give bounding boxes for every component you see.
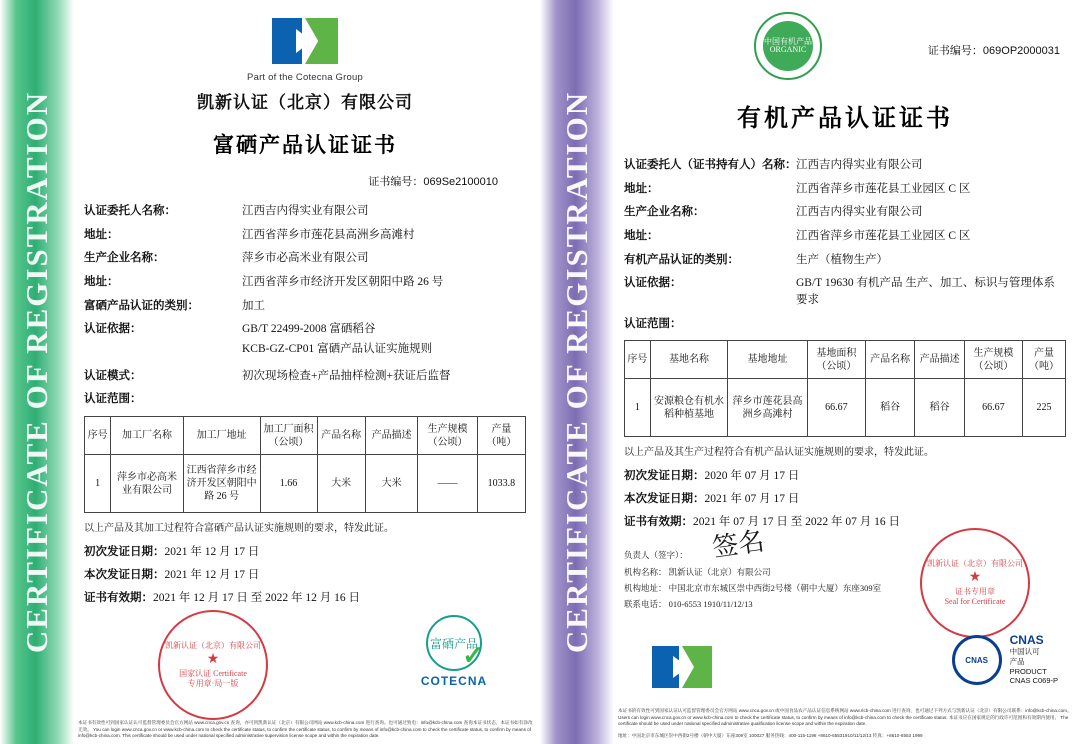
field-row bbox=[84, 227, 526, 244]
table-header-cell: 基地面积（公顷） bbox=[807, 341, 865, 379]
date-row bbox=[624, 467, 1066, 483]
scope-label: 认证范围： bbox=[624, 317, 682, 330]
table-cell: 江西省萍乡市经济开发区朝阳中路 26 号 bbox=[183, 455, 260, 513]
date-row bbox=[624, 490, 1066, 506]
table-cell: 1033.8 bbox=[477, 455, 525, 513]
organic-logo-inner-text: 中国有机产品 ORGANIC bbox=[763, 21, 813, 71]
cotecna-wordmark: COTECNA bbox=[420, 674, 488, 688]
table-header-cell: 生产规模（公顷） bbox=[964, 341, 1022, 379]
right-side-band bbox=[540, 0, 614, 744]
mode-label: 认证模式： bbox=[84, 369, 142, 382]
right-certificate-number-value: 069OP2000031 bbox=[982, 45, 1060, 57]
cnas-title: CNAS bbox=[1009, 633, 1044, 648]
field-label: 有机产品认证的类别： bbox=[624, 253, 739, 266]
left-red-stamp-text: 凯新认证（北京）有限公司 ★ 国家认证 Certificate 专用章·局一版 bbox=[165, 641, 261, 688]
left-footer-fine-print: 本证书有效性可到国家认证认可监督管理委员会官方网站 www.cnca.gov.cn 查询，亦可到凯新认证（北京）有限公司网站 www.kcb-china.com 进行查询。也可通过致电：info@kcb-china.com 查询本证书状态，本证书如有涂改无效。 You can login www.cnca.gov.cn or www.kcb-china.com to check the certificate status, to confirm the certificate status, to confirm by means of info@kcb-china.com to check the certificate status, to confirm by means of info@kcb-china.com. This certificate should be used under national specified administrative supervision license scope and within the expiration date. bbox=[78, 720, 533, 739]
table-header-cell: 加工厂地址 bbox=[183, 417, 260, 455]
table-cell: 1 bbox=[625, 379, 651, 437]
table-header-cell: 序号 bbox=[85, 417, 111, 455]
cnas-sub-line: 中国认可 bbox=[1009, 647, 1040, 656]
table-header-cell: 产量（吨） bbox=[477, 417, 525, 455]
table-cell: 萍乡市莲花县高洲乡高滩村 bbox=[728, 379, 808, 437]
stamp-line-1: 凯新认证（北京）有限公司 bbox=[165, 641, 261, 651]
table-cell: 1.66 bbox=[260, 455, 317, 513]
date-label: 初次发证日期： bbox=[84, 546, 165, 559]
right-certificate-number-label: 证书编号： bbox=[927, 45, 983, 57]
table-header-cell: 产量（吨） bbox=[1022, 341, 1065, 379]
field-value: 江西吉内得实业有限公司 bbox=[796, 206, 923, 219]
field-label: 生产企业名称： bbox=[84, 252, 165, 265]
table-header-cell: 序号 bbox=[625, 341, 651, 379]
selenium-badge-icon bbox=[426, 615, 482, 671]
field-label: 地址： bbox=[84, 228, 119, 241]
scope-label: 认证范围： bbox=[84, 393, 142, 406]
kcb-logo-icon bbox=[272, 18, 338, 64]
table-cell: 稻谷 bbox=[865, 379, 914, 437]
cnas-sub-line: CNAS C069-P bbox=[1009, 676, 1058, 686]
table-cell: 稻谷 bbox=[915, 379, 964, 437]
table-cell: 安源粮仓有机水稻种植基地 bbox=[650, 379, 727, 437]
left-certificate-title: 富硒产品认证证书 bbox=[213, 133, 397, 157]
field-value: 江西吉内得实业有限公司 bbox=[796, 159, 923, 171]
issuer-name-cn: 凯新认证（北京）有限公司 bbox=[197, 93, 413, 112]
date-row bbox=[84, 543, 526, 559]
signature-line: 联系电话： 010-6553 1910/11/12/13 bbox=[624, 598, 753, 609]
field-value: 江西省萍乡市莲花县高洲乡高滩村 bbox=[242, 228, 415, 241]
basis-value: GB/T 22499-2008 富硒稻谷 bbox=[242, 323, 376, 336]
date-value: 2021 年 12 月 17 日 bbox=[164, 546, 260, 559]
selenium-product-badge bbox=[402, 615, 506, 688]
field-label: 地址： bbox=[624, 182, 659, 195]
date-label: 证书有效期： bbox=[624, 516, 693, 529]
right-certificate-title: 有机产品认证证书 bbox=[737, 106, 953, 132]
right-side-band-text: CERTIFICATE OF REGISTRATION bbox=[559, 90, 594, 654]
right-red-stamp bbox=[920, 528, 1030, 638]
basis-row bbox=[84, 321, 526, 360]
date-value: 2020 年 07 月 17 日 bbox=[704, 470, 800, 483]
table-header-cell: 产品描述 bbox=[915, 341, 964, 379]
handwritten-signature: 签名 bbox=[710, 526, 767, 563]
kcb-logo-block bbox=[84, 18, 526, 113]
right-footer-fine-print: 本证书的有效性可到国家认证认可监督管理委员会官方网站 www.cnca.gov.cn 或中国食品农产品认证信息系统网站 www.rlcb-china.com 进行查询，也可通过下列方式与凯新认证（北京）有限公司联系：info@kcb-china.com。 Users can login www.cnca.gov.cn or www.kcb-china.com to check the certificate status, to confirm by means of info@kcb-china.com to check the certificate status. 本证书应在国家规定的行政许可范围和有效期内使用。 The certificate should be used under national specified administrative qualification license scope and within the expiration date. bbox=[618, 708, 1072, 727]
field-label: 生产企业名称： bbox=[624, 206, 705, 219]
field-row bbox=[624, 252, 1066, 269]
table-cell: —— bbox=[418, 455, 477, 513]
selenium-badge-text: 富硒产品 bbox=[429, 636, 478, 651]
field-label: 地址： bbox=[84, 276, 119, 289]
table-cell: 大米 bbox=[365, 455, 418, 513]
table-header-cell: 加工厂面积（公顷） bbox=[260, 417, 317, 455]
cnas-sub-line: 产品 bbox=[1009, 656, 1025, 666]
cnas-sub-line: PRODUCT bbox=[1009, 666, 1047, 676]
table-header-cell: 加工厂名称 bbox=[111, 417, 183, 455]
table-cell: 66.67 bbox=[964, 379, 1022, 437]
field-label: 地址： bbox=[624, 230, 659, 243]
field-row bbox=[84, 274, 526, 291]
cnas-mark-icon bbox=[952, 635, 1002, 685]
basis-label: 认证依据： bbox=[84, 323, 142, 336]
scope-row bbox=[84, 391, 526, 408]
date-row bbox=[624, 513, 1066, 529]
stamp-line-2: 国家认证 Certificate bbox=[179, 668, 247, 678]
field-row bbox=[624, 275, 1066, 308]
stamp-line-3: Seal for Certificate bbox=[944, 596, 1006, 606]
field-value: 生产（植物生产） bbox=[796, 253, 888, 266]
date-value: 2021 年 07 月 17 日 bbox=[704, 493, 800, 506]
field-value: 加工 bbox=[242, 299, 265, 312]
signature-line: 机构名称： 凯新认证（北京）有限公司 bbox=[624, 566, 771, 577]
right-statement: 以上产品及其生产过程符合有机产品认证实施规则的要求，特发此证。 bbox=[624, 447, 934, 459]
left-field-list bbox=[84, 203, 526, 408]
field-value: GB/T 19630 有机产品 生产、加工、标识与管理体系要求 bbox=[796, 277, 1055, 307]
table-cell: 大米 bbox=[317, 455, 365, 513]
table-header-cell: 基地地址 bbox=[728, 341, 808, 379]
table-header-cell: 产品名称 bbox=[865, 341, 914, 379]
date-value: 2021 年 12 月 17 日 bbox=[164, 569, 260, 582]
basis-values bbox=[242, 321, 432, 360]
mode-row bbox=[84, 368, 526, 385]
field-row bbox=[84, 250, 526, 267]
right-footer-contact: 地址：中国北京市东城区崇中西街2号楼（朝中大厦）东座309室 100027 服务热线：400-115-1196 +8610-65531910/11/12/13 传真：+8610-6553 1999 bbox=[618, 733, 923, 739]
date-label: 证书有效期： bbox=[84, 592, 153, 605]
table-header-row bbox=[85, 417, 526, 455]
signature-block bbox=[624, 547, 924, 612]
date-row bbox=[84, 566, 526, 582]
field-row bbox=[624, 228, 1066, 245]
stamp-line-2: 证书专用章 bbox=[955, 586, 995, 596]
field-label: 认证依据： bbox=[624, 277, 682, 290]
basis-value: KCB-GZ-CP01 富硒产品认证实施规则 bbox=[242, 343, 433, 356]
table-header-cell: 产品描述 bbox=[365, 417, 418, 455]
table-header-cell: 基地名称 bbox=[650, 341, 727, 379]
table-row bbox=[625, 379, 1066, 437]
cotecna-caption: Part of the Cotecna Group bbox=[247, 72, 363, 83]
table-cell: 1 bbox=[85, 455, 111, 513]
table-cell: 66.67 bbox=[807, 379, 865, 437]
date-label: 本次发证日期： bbox=[624, 493, 705, 506]
date-label: 初次发证日期： bbox=[624, 470, 705, 483]
right-red-stamp-text: 凯新认证（北京）有限公司 ★ 证书专用章 Seal for Certificate bbox=[927, 559, 1023, 606]
table-cell: 225 bbox=[1022, 379, 1065, 437]
field-label: 认证委托人（证书持有人）名称： bbox=[624, 159, 797, 171]
left-certificate-number-value: 069Se2100010 bbox=[423, 176, 498, 188]
organic-header bbox=[624, 8, 1066, 94]
left-statement: 以上产品及其加工过程符合富硒产品认证实施规则的要求，特发此证。 bbox=[84, 523, 394, 535]
field-row bbox=[624, 181, 1066, 198]
table-header-cell: 产品名称 bbox=[317, 417, 365, 455]
cnas-mark-text: CNAS bbox=[965, 655, 988, 665]
left-scope-table bbox=[84, 416, 526, 513]
left-certificate-number bbox=[84, 173, 526, 189]
mode-value: 初次现场检查+产品抽样检测+获证后监督 bbox=[242, 369, 451, 382]
table-cell: 萍乡市必高米业有限公司 bbox=[111, 455, 183, 513]
field-value: 江西省萍乡市莲花县工业园区 C 区 bbox=[796, 182, 971, 195]
field-label: 认证委托人名称： bbox=[84, 205, 176, 217]
field-value: 江西吉内得实业有限公司 bbox=[242, 205, 369, 217]
right-certificate-body bbox=[614, 0, 1080, 744]
field-label: 富硒产品认证的类别： bbox=[84, 299, 199, 312]
stamp-line-3: 专用章·局一版 bbox=[187, 678, 239, 688]
scope-row bbox=[624, 316, 1066, 333]
kcb-logo-bottom-icon bbox=[652, 646, 712, 688]
check-icon: ✓ bbox=[462, 641, 484, 670]
date-row bbox=[84, 589, 526, 605]
organic-logo-icon bbox=[754, 12, 822, 80]
field-row bbox=[84, 203, 526, 220]
cnas-text-block bbox=[1010, 634, 1058, 686]
left-side-band-text: CERTIFICATE OF REGISTRATION bbox=[19, 90, 54, 654]
date-value: 2021 年 12 月 17 日 至 2022 年 12 月 16 日 bbox=[153, 592, 360, 605]
table-header-cell: 生产规模（公顷） bbox=[418, 417, 477, 455]
right-certificate bbox=[540, 0, 1080, 744]
date-value: 2021 年 07 月 17 日 至 2022 年 07 月 16 日 bbox=[693, 516, 900, 529]
signature-line: 负责人（签字）： bbox=[624, 550, 688, 561]
field-value: 江西省萍乡市经济开发区朝阳中路 26 号 bbox=[242, 276, 444, 289]
field-value: 萍乡市必高米业有限公司 bbox=[242, 252, 369, 265]
field-row bbox=[624, 157, 1066, 174]
field-value: 江西省萍乡市莲花县工业园区 C 区 bbox=[796, 230, 971, 243]
date-label: 本次发证日期： bbox=[84, 569, 165, 582]
stamp-line-1: 凯新认证（北京）有限公司 bbox=[927, 559, 1023, 569]
left-side-band bbox=[0, 0, 74, 744]
signature-line: 机构地址： 中国北京市东城区崇中西街2号楼（朝中大厦）东座309室 bbox=[624, 582, 882, 593]
cnas-accreditation-block bbox=[952, 634, 1058, 686]
table-header-row bbox=[625, 341, 1066, 379]
left-certificate-number-label: 证书编号： bbox=[368, 176, 424, 188]
right-field-list bbox=[624, 157, 1066, 332]
right-scope-table bbox=[624, 340, 1066, 437]
left-red-stamp bbox=[158, 610, 268, 720]
right-certificate-number bbox=[928, 42, 1060, 58]
field-row bbox=[84, 298, 526, 315]
field-row bbox=[624, 204, 1066, 221]
table-row bbox=[85, 455, 526, 513]
